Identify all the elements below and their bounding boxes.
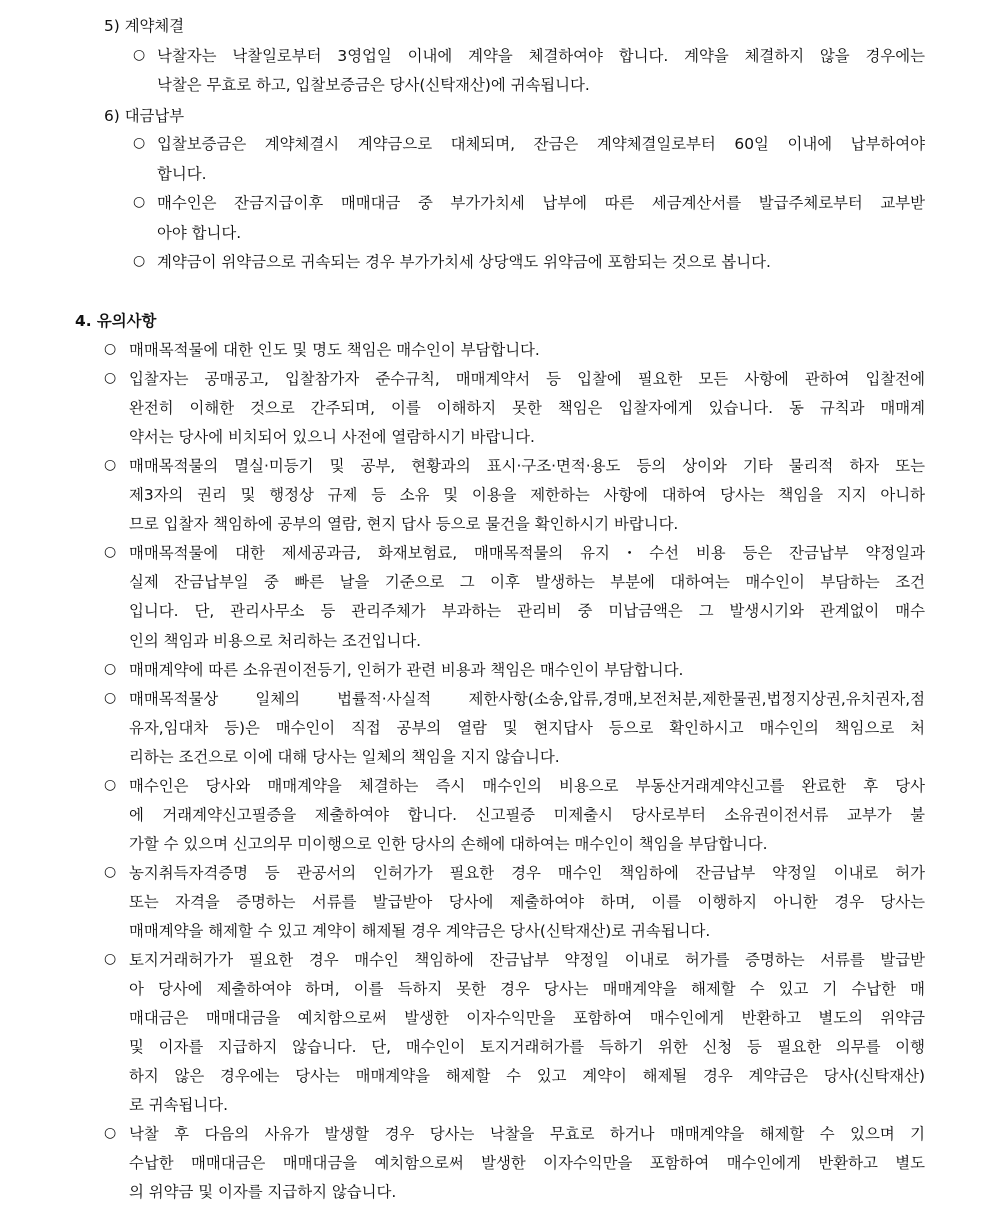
- bullet-circle-icon: ○: [133, 47, 146, 63]
- list-item-line: 가할 수 있으며 신고의무 미이행으로 인한 당사의 손해에 대하여는 매수인이 책임을 부담합니다.: [129, 834, 768, 853]
- bullet-circle-icon: ○: [104, 863, 117, 880]
- list-item-line: 합니다.: [157, 164, 207, 183]
- list-item-line: 약서는 당사에 비치되어 있으니 사전에 열람하시기 바랍니다.: [129, 428, 535, 447]
- list-item-line: 므로 입찰자 책임하에 공부의 열람, 현지 답사 등으로 물건을 확인하시기 바랍니다.: [129, 515, 679, 534]
- list-item-line: 입니다. 단, 관리사무소 등 관리주체가 부과하는 관리비 중 미납금액은 그 발생시기와 관계없이 매수: [129, 602, 925, 621]
- bullet-circle-icon: ○: [104, 951, 117, 968]
- list-item-line: 토지거래허가가 필요한 경우 매수인 책임하에 잔금납부 약정일 이내로 허가를 증명하는 서류를 발급받: [129, 951, 925, 970]
- list-item-line: 매매목적물상 일체의 법률적·사실적 제한사항(소송,압류,경매,보전처분,제한물권,법정지상권,유치권자,점: [129, 689, 925, 708]
- list-item-line: 매매계약을 해제할 수 있고 계약이 해제될 경우 계약금은 당사(신탁재산)로 귀속됩니다.: [129, 922, 711, 940]
- list-item-line: 로 귀속됩니다.: [129, 1096, 228, 1115]
- list-item-line: 낙찰 후 다음의 사유가 발생할 경우 당사는 낙찰을 무효로 하거나 매매계약을 해제할 수 있으며 기: [129, 1125, 925, 1144]
- bullet-circle-icon: ○: [104, 544, 117, 561]
- bullet-circle-icon: ○: [133, 194, 146, 210]
- list-item-line: 매대금은 매매대금을 예치함으로써 발생한 이자수익만을 포함하여 매수인에게 반환하고 별도의 위약금: [129, 1009, 925, 1028]
- list-item-line: 완전히 이해한 것으로 간주되며, 이를 이해하지 못한 책임은 입찰자에게 있습니다. 동 규칙과 매매계: [129, 399, 925, 418]
- list-item-line: 아 당사에 제출하여야 하며, 이를 득하지 못한 경우 당사는 매매계약을 해제할 수 있고 기 수납한 매: [129, 980, 925, 999]
- list-item-line: 인의 책임과 비용으로 처리하는 조건입니다.: [129, 631, 422, 650]
- subsection-heading: 5) 계약체결: [104, 17, 185, 35]
- bullet-circle-icon: ○: [104, 660, 117, 677]
- list-item-line: 제3자의 권리 및 행정상 규제 등 소유 및 이용을 제한하는 사항에 대하여 당사는 책임을 지지 아니하: [129, 486, 925, 505]
- list-item-line: 낙찰은 무효로 하고, 입찰보증금은 당사(신탁재산)에 귀속됩니다.: [157, 76, 590, 94]
- list-item-line: 매매목적물에 대한 제세공과금, 화재보험료, 매매목적물의 유지・수선 비용 등은 잔금납부 약정일과: [129, 544, 925, 563]
- bullet-circle-icon: ○: [133, 135, 146, 151]
- list-item-line: 매수인은 당사와 매매계약을 체결하는 즉시 매수인의 비용으로 부동산거래계약신고를 완료한 후 당사: [129, 776, 925, 795]
- bullet-circle-icon: ○: [104, 1125, 117, 1142]
- list-item-line: 계약금이 위약금으로 귀속되는 경우 부가가치세 상당액도 위약금에 포함되는 것으로 봅니다.: [157, 253, 771, 271]
- bullet-circle-icon: ○: [104, 370, 117, 387]
- list-item-line: 입찰자는 공매공고, 입찰참가자 준수규칙, 매매계약서 등 입찰에 필요한 모든 사항에 관하여 입찰전에: [129, 370, 925, 389]
- bullet-circle-icon: ○: [104, 689, 117, 706]
- list-item-line: 유자,임대차 등)은 매수인이 직접 공부의 열람 및 현지답사 등으로 확인하시고 매수인의 책임으로 처: [129, 718, 925, 737]
- bullet-circle-icon: ○: [133, 253, 146, 269]
- list-item-line: 에 거래계약신고필증을 제출하여야 합니다. 신고필증 미제출시 당사로부터 소유권이전서류 교부가 불: [129, 805, 925, 824]
- bullet-circle-icon: ○: [104, 457, 117, 474]
- list-item-line: 매매계약에 따른 소유권이전등기, 인허가 관련 비용과 책임은 매수인이 부담합니다.: [129, 660, 684, 679]
- list-item-line: 및 이자를 지급하지 않습니다. 단, 매수인이 토지거래허가를 득하기 위한 신청 등 필요한 의무를 이행: [129, 1038, 925, 1057]
- list-item-line: 매매목적물의 멸실·미등기 및 공부, 현황과의 표시·구조·면적·용도 등의 상이와 기타 물리적 하자 또는: [129, 457, 925, 476]
- list-item-line: 농지취득자격증명 등 관공서의 인허가가 필요한 경우 매수인 책임하에 잔금납부 약정일 이내로 허가: [129, 863, 925, 882]
- list-item-line: 또는 자격을 증명하는 서류를 발급받아 당사에 제출하여야 하며, 이를 이행하지 아니한 경우 당사는: [129, 892, 925, 911]
- list-item-line: 입찰보증금은 계약체결시 계약금으로 대체되며, 잔금은 계약체결일로부터 60일 이내에 납부하여야: [157, 135, 925, 153]
- list-item-line: 실제 잔금납부일 중 빠른 날을 기준으로 그 이후 발생하는 부분에 대하여는 매수인이 부담하는 조건: [129, 573, 925, 592]
- bullet-circle-icon: ○: [104, 776, 117, 793]
- list-item-line: 낙찰자는 낙찰일로부터 3영업일 이내에 계약을 체결하여야 합니다. 계약을 체결하지 않을 경우에는: [157, 47, 925, 65]
- list-item-line: 수납한 매매대금은 매매대금을 예치함으로써 발생한 이자수익만을 포함하여 매수인에게 반환하고 별도: [129, 1154, 925, 1173]
- section-heading: 4. 유의사항: [75, 312, 157, 330]
- list-item-line: 리하는 조건으로 이에 대해 당사는 일체의 책임을 지지 않습니다.: [129, 747, 560, 766]
- list-item-line: 매수인은 잔금지급이후 매매대금 중 부가가치세 납부에 따른 세금계산서를 발급주체로부터 교부받: [157, 194, 925, 212]
- subsection-heading: 6) 대금납부: [104, 107, 185, 125]
- list-item-line: 의 위약금 및 이자를 지급하지 않습니다.: [129, 1183, 397, 1202]
- list-item-line: 아야 합니다.: [157, 223, 242, 242]
- bullet-circle-icon: ○: [104, 341, 117, 357]
- list-item-line: 매매목적물에 대한 인도 및 명도 책임은 매수인이 부담합니다.: [129, 341, 540, 359]
- list-item-line: 하지 않은 경우에는 당사는 매매계약을 해제할 수 있고 계약이 해제될 경우 계약금은 당사(신탁재산): [129, 1067, 925, 1086]
